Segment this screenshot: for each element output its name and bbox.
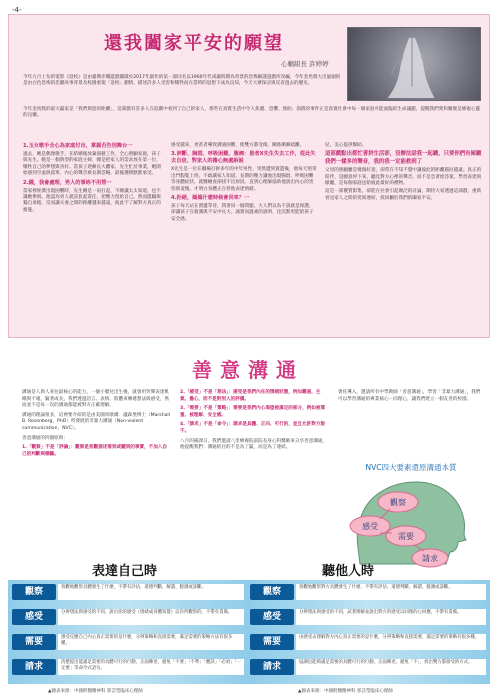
paragraph: 當家裡經濟出現困難時，先生總是一肩扛起，不願讓太太知道，也不讓她參與。他認為男人就該負起責任，把壓力留給自己。然而隱瞞與獨自承擔，反而讓夫妻之間的距離越來越遠，彼此不了解對方真正的擔憂。	[23, 188, 161, 213]
row-label: 請求	[250, 659, 294, 675]
table-row	[8, 609, 490, 627]
section-heading: 3.評斷、胸悶、呼吸困難、腹痛：患者X先生失去工作，從此失去自信，對家人的擔心無處訴說	[171, 151, 316, 165]
principle-item: 1.「觀察」不是「評論」：觀察是客觀描述看到或聽到的事實，不加入自己的判斷與標籤。	[22, 445, 168, 457]
article-intro: 今年九月上旬的電影《返校》是由臺灣赤燭遊戲團隊於2017年創作的第一部同名以1960年代戒嚴時期為背景的恐怖解謎遊戲所改編，今年金馬獎大出風頭的是由白色恐怖的悲劇故事背景及校園重現「返校」劇情，描述許多人受害和犧牲而在當時的思想下成為良知，今天大眾探討與反省過去的歷史。	[23, 75, 341, 87]
row-desc: 清楚提出能滿足需要的具體可行的行動，正面陳述，避免「不要」「不準」「應該」「必須」「一定要」等命令式語句。	[58, 659, 244, 675]
row-desc: 客觀地觀察具體發生了什麼，不帶有評估、道德判斷、解讀、臆測或診斷。	[58, 584, 244, 600]
article-intro-2: 今年金馬獎的最大贏家是「我們與惡的距離」，這部戲有許多人在追劇中看到了自己的家人，那些在真實生活中令人焦慮、恐懼、無助、崩潰的事件正是真實社會中每一個家庭可能面臨的生命議題，提醒我們愛和關懷是修復心靈的良藥。	[23, 107, 481, 119]
article-title: 還我闔家平安的願望	[104, 33, 284, 54]
bottom-column-1	[22, 390, 170, 461]
principle-item: 4.「請求」不是「命令」：請求是具體、正向、可行的，並且允許對方說不。	[180, 422, 326, 434]
paragraph: 過去，她是偶像歌手，在結婚後放棄演藝工作，全心照顧家庭，孩子與先生。她是一個典型的家庭主婦，總是把家人的需求放在第一位，犧牲自己的夢想與喜好。當孩子逐漸長大離家、先生忙於事業，她開始感到空虛與孤單，內心的聲音被長期忽略，最後選擇默默承受。	[23, 152, 161, 177]
paragraph: 感受越來，更甚者導致溝通困難，使雙方都受傷，關係漸漸疏離。	[171, 143, 305, 148]
nvc-diagram-title: NVC四大要素還原溝通本質	[365, 463, 457, 472]
bottom-column-2	[180, 390, 328, 455]
top-article	[8, 14, 490, 338]
praying-hands-icon	[348, 28, 480, 100]
bottom-column-3	[338, 390, 484, 406]
principle-item: 3.「需要」不是「策略」：需要是我們內心渴望被滿足的部分，例如被尊重、被理解、安全感。	[180, 406, 326, 418]
column-heading-self: 表達自己時	[92, 564, 158, 579]
row-desc: 客觀地觀察對方具體發生了什麼，不帶有評估、道德判斷、解讀、臆測或診斷。	[296, 584, 486, 600]
article-column-3	[325, 143, 485, 204]
row-label: 需要	[250, 634, 294, 650]
page-number: -4-	[12, 6, 22, 14]
nvc-label-request: 請求	[422, 554, 438, 563]
paragraph: 善意溝通的四個原則：	[22, 435, 68, 441]
article-author: 心輔組長 許婷婷	[281, 60, 329, 68]
row-label: 需要	[12, 634, 56, 650]
table-row	[8, 584, 490, 602]
row-label: 觀察	[250, 584, 294, 600]
row-desc: 協調出能夠滿足需要的具體可行的行動，正面陳述，避免「不」，找出雙方都接受的方式。	[296, 659, 486, 675]
section-heading: 1.玉女歌手全心為家庭付出，掌握否告別舞台一	[23, 143, 133, 149]
bottom-article	[8, 346, 490, 694]
paragraph: 八月的備課日，我們邀請八里療養院前院長身心科醫師來分享善意溝通，他提醒我們：溝通的目的不是為了贏，而是為了連結。	[180, 438, 328, 451]
row-desc: 感受反應自己內心真正需要的是什麼，分辨策略和直接需要，滿足需要的策略方法有很多種。	[58, 634, 244, 650]
source-caption: ▲圖表來源：中國附醫精神科 郭芸瑩臨床心理師	[48, 689, 143, 694]
row-label: 感受	[250, 609, 294, 625]
praying-hands-image	[347, 27, 481, 101]
row-label: 請求	[12, 659, 56, 675]
column-heading-others: 聽他人時	[322, 564, 375, 579]
paragraph: 兒，美心提供幫助。	[325, 143, 367, 148]
principle-item: 2.「感受」不是「想法」：感受是我們內在的情緒狀態，例如難過、生氣、擔心，而不是對別人的評價。	[180, 390, 321, 402]
paragraph: X先生是一位在職場打拼多年的中年男性，突然遭到資遣後，他每天照常出門假裝上班，不敢讓家人知道。長期的壓力讓他出現胸悶、呼吸困難等身體症狀，就醫檢查卻找不出原因。直到心理師協助他說出內心的害怕與羞愧，才明白身體正在替他表達情緒。	[171, 167, 317, 192]
article-column-2	[171, 143, 317, 225]
paragraph: 父母的照顧雖是幾個好意，卻常在不知不覺中讓彼此的距離越拉越遠。真正的陪伴，是願意停下來，聽見對方心裡的聲音，而不是急著給答案。學習表達與傾聽，是每個家庭送給彼此最好的禮物。	[325, 168, 482, 187]
row-label: 感受	[12, 609, 56, 625]
section-title: 善意溝通	[192, 358, 304, 382]
section-heading: 4.拒絕，媽媽什麼時候會回來？一	[171, 195, 250, 202]
pull-quote: 這部戲點出都忙著拼生活卻，沒辦法話我一起聽，只要你們有傾聽我們一樣多的聲音，我的我一定能救到了	[325, 151, 482, 165]
nvc-label-need: 需要	[398, 532, 414, 541]
row-desc: 分辨想法與感受的不同，試著理解並說出對方的感受以同理的心回應，不帶有責備。	[296, 609, 486, 625]
table-row	[8, 634, 490, 652]
row-desc: 由感受去理解對方內心真正需要的是什麼，分辨策略和直接需要，滿足需要的策略有很多種。	[296, 634, 486, 650]
nvc-head-diagram	[340, 476, 484, 568]
row-desc: 分辨想法與感受的不同，說出你的感受（情緒或身體知覺）以你所觀察的，不帶有責備。	[58, 609, 244, 625]
article-column-1	[23, 143, 163, 216]
paragraph: 這是一部優質影集，卻能在社會引起廣泛的討論，期待大家透過這部戲，重新看見家人之間的愛與連結，找回屬於我們的闔家平安。	[325, 189, 482, 201]
paragraph: 溝通的理論很多，這裡要介紹的是由美國馬歇爾．盧森堡博士（Marshall B. Rosenberg，PhD）所發展的非暴力溝通（Non-violent communication，NVC）。	[22, 412, 170, 431]
nvc-comparison-table	[8, 564, 490, 694]
paragraph: 孩子每天站在窗邊等待，問著同一個問題。大人們以為不說就是保護，卻讓孩子在猜測與不安中長大。誠實而溫柔的說明，比沉默更能給孩子安全感。	[171, 204, 314, 222]
paragraph: 溝通是人與人來往最核心的能力，一個小嬰兒出生後，就會用哭聲表達飢餓與不適，隨著成長，我們透過語言、表情、肢體來傳遞想法與感受，然而並不是每一次的溝通都能被對方正確理解。	[22, 390, 170, 409]
section-heading: 2.錢，我會處理，男人的事妳不用管一	[23, 179, 112, 186]
row-label: 觀察	[12, 584, 56, 600]
nvc-label-feel: 感受	[362, 522, 378, 531]
table-row	[8, 659, 490, 677]
source-caption: ▲圖表來源：中國附醫精神科 郭芸瑩臨床心理師	[298, 689, 393, 694]
nvc-label-observe: 觀察	[390, 498, 406, 507]
paragraph: 會化導入，邀請所有中學教師「善意溝通」，學習「非暴力溝通」，我們可以學習溝通的專業核心－同理心，讓我們建立一個友善的校園。	[338, 390, 481, 402]
